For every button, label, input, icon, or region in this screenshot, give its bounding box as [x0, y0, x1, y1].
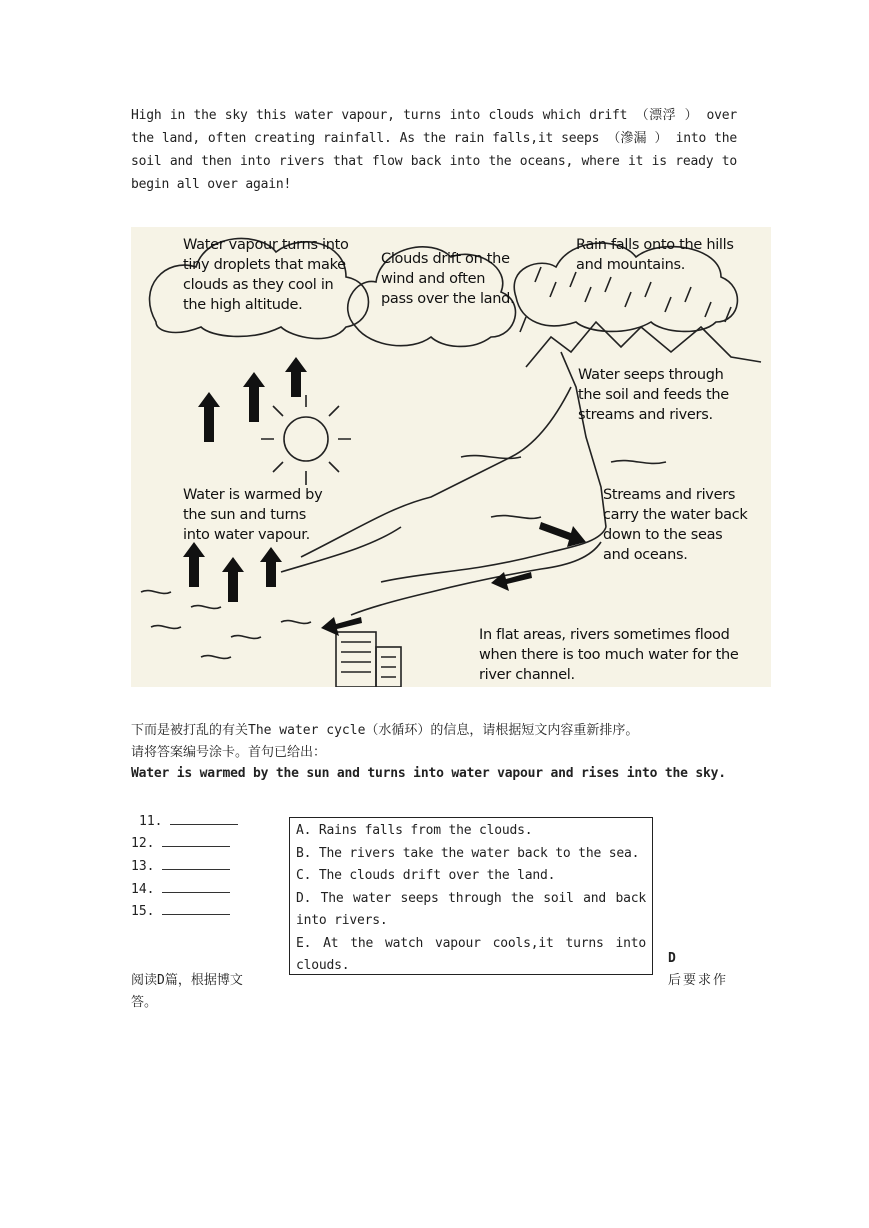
answer-line-14[interactable]	[131, 880, 230, 900]
answer-line-11[interactable]	[139, 812, 238, 832]
answer-number: 12.	[131, 836, 155, 851]
answer-number: 11.	[139, 814, 163, 829]
option-e: E. At the watch vapour cools,it turns into clouds.	[296, 935, 646, 973]
answer-line-13[interactable]	[131, 857, 230, 877]
caption-water-seeps: Water seeps through the soil and feeds the streams and rivers.	[578, 367, 729, 423]
section-tail-text: 答。	[131, 995, 158, 1010]
answer-blank[interactable]	[162, 857, 230, 870]
option-a: A. Rains falls from the clouds.	[296, 823, 533, 838]
section-letter: D	[668, 951, 676, 966]
water-cycle-diagram	[131, 227, 771, 687]
option-b: B. The rivers take the water back to the sea.	[296, 845, 640, 861]
instruction-line-1: 下而是被打乱的有关The water cycle（水循环）的信息，请根据短文内容重新排序。	[131, 723, 639, 738]
instruction-line-2: 请将答案编号涂卡。首句已给出：	[131, 745, 327, 760]
answer-number: 15.	[131, 904, 155, 919]
answer-blank[interactable]	[162, 834, 230, 847]
option-c: C. The clouds drift over the land.	[296, 868, 556, 883]
section-left-text: 阅读D篇，根据博文	[131, 973, 243, 988]
answer-line-12[interactable]	[131, 834, 230, 854]
answer-blank[interactable]	[170, 812, 238, 825]
caption-water-warmed: Water is warmed by the sun and turns into water vapour.	[183, 487, 323, 543]
first-sentence: Water is warmed by the sun and turns into water vapour and rises into the sky.	[131, 766, 726, 781]
answer-line-15[interactable]	[131, 902, 230, 922]
answer-number: 14.	[131, 882, 155, 897]
answer-blank[interactable]	[162, 902, 230, 915]
section-right-text: 后要求作	[668, 973, 729, 988]
caption-vapour-to-droplets: Water vapour turns into tiny droplets that make clouds as they cool in the high altitude.	[183, 237, 349, 313]
options-box	[289, 817, 653, 975]
option-d: D. The water seeps through the soil and back into rivers.	[296, 890, 646, 928]
caption-clouds-drift: Clouds drift on the wind and often pass over the land.	[381, 251, 515, 307]
intro-paragraph: High in the sky this water vapour, turns into clouds which drift （漂浮 ） over the land, often creating rainfall. As the rain falls,it seeps （滲漏 ） into the soil and then into rivers that flow back into the oceans, where it is ready to begin all over again!	[131, 108, 737, 192]
answer-blank[interactable]	[162, 880, 230, 893]
caption-flat-areas: In flat areas, rivers sometimes flood when there is too much water for the river channel.	[479, 627, 739, 683]
caption-rain-falls: Rain falls onto the hills and mountains.	[576, 237, 734, 273]
caption-streams-carry: Streams and rivers carry the water back down to the seas and oceans.	[603, 487, 748, 563]
answer-number: 13.	[131, 859, 155, 874]
